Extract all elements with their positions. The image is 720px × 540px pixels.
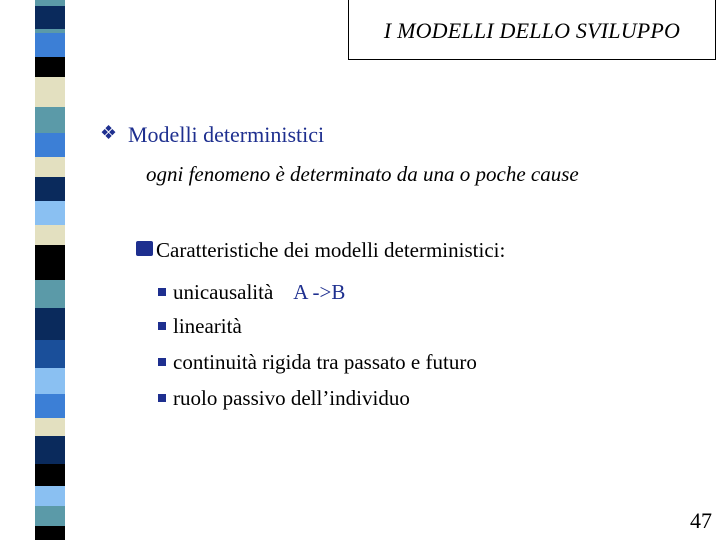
section-heading: Modelli deterministici — [128, 122, 325, 147]
checkbox-bullet-icon — [136, 241, 153, 256]
list-item-text: linearità — [173, 314, 242, 338]
list-item-text: continuità rigida tra passato e futuro — [173, 350, 477, 374]
stripe-block — [35, 57, 65, 77]
stripe-block — [35, 526, 65, 540]
square-bullet-icon — [158, 394, 166, 402]
stripe-block — [35, 77, 65, 107]
title-box — [348, 0, 716, 60]
stripe-block — [35, 280, 65, 308]
page-number: 47 — [690, 508, 712, 533]
stripe-block — [35, 436, 65, 464]
list-item — [158, 314, 242, 339]
stripe-block — [35, 368, 65, 394]
stripe-block — [35, 133, 65, 157]
stripe-block — [35, 157, 65, 177]
list-item — [158, 280, 345, 305]
stripe-block — [35, 418, 65, 436]
stripe-block — [35, 394, 65, 418]
stripe-block — [35, 177, 65, 201]
list-item-extra: A ->B — [293, 280, 346, 304]
square-bullet-icon — [158, 288, 166, 296]
stripe-block — [35, 486, 65, 506]
square-bullet-icon — [158, 358, 166, 366]
list-item-text: unicausalità — [173, 280, 274, 304]
list-item — [158, 350, 477, 375]
stripe-block — [35, 464, 65, 486]
list-title: Caratteristiche dei modelli deterministici: — [156, 238, 506, 262]
stripe-block — [35, 245, 65, 280]
square-bullet-icon — [158, 322, 166, 330]
list-item — [158, 386, 410, 411]
diamond-bullet-icon: ❖ — [100, 123, 118, 144]
stripe-block — [35, 107, 65, 133]
section-subtitle: ogni fenomeno è determinato da una o poche cause — [146, 162, 579, 186]
stripe-block — [35, 308, 65, 340]
stripe-block — [35, 201, 65, 225]
stripe-block — [35, 6, 65, 29]
list-item-text: ruolo passivo dell’individuo — [173, 386, 410, 410]
stripe-block — [35, 33, 65, 57]
stripe-block — [35, 340, 65, 368]
decorative-stripe — [35, 0, 65, 540]
stripe-block — [35, 225, 65, 245]
slide-title: I MODELLI DELLO SVILUPPO — [383, 18, 681, 43]
stripe-block — [35, 506, 65, 526]
